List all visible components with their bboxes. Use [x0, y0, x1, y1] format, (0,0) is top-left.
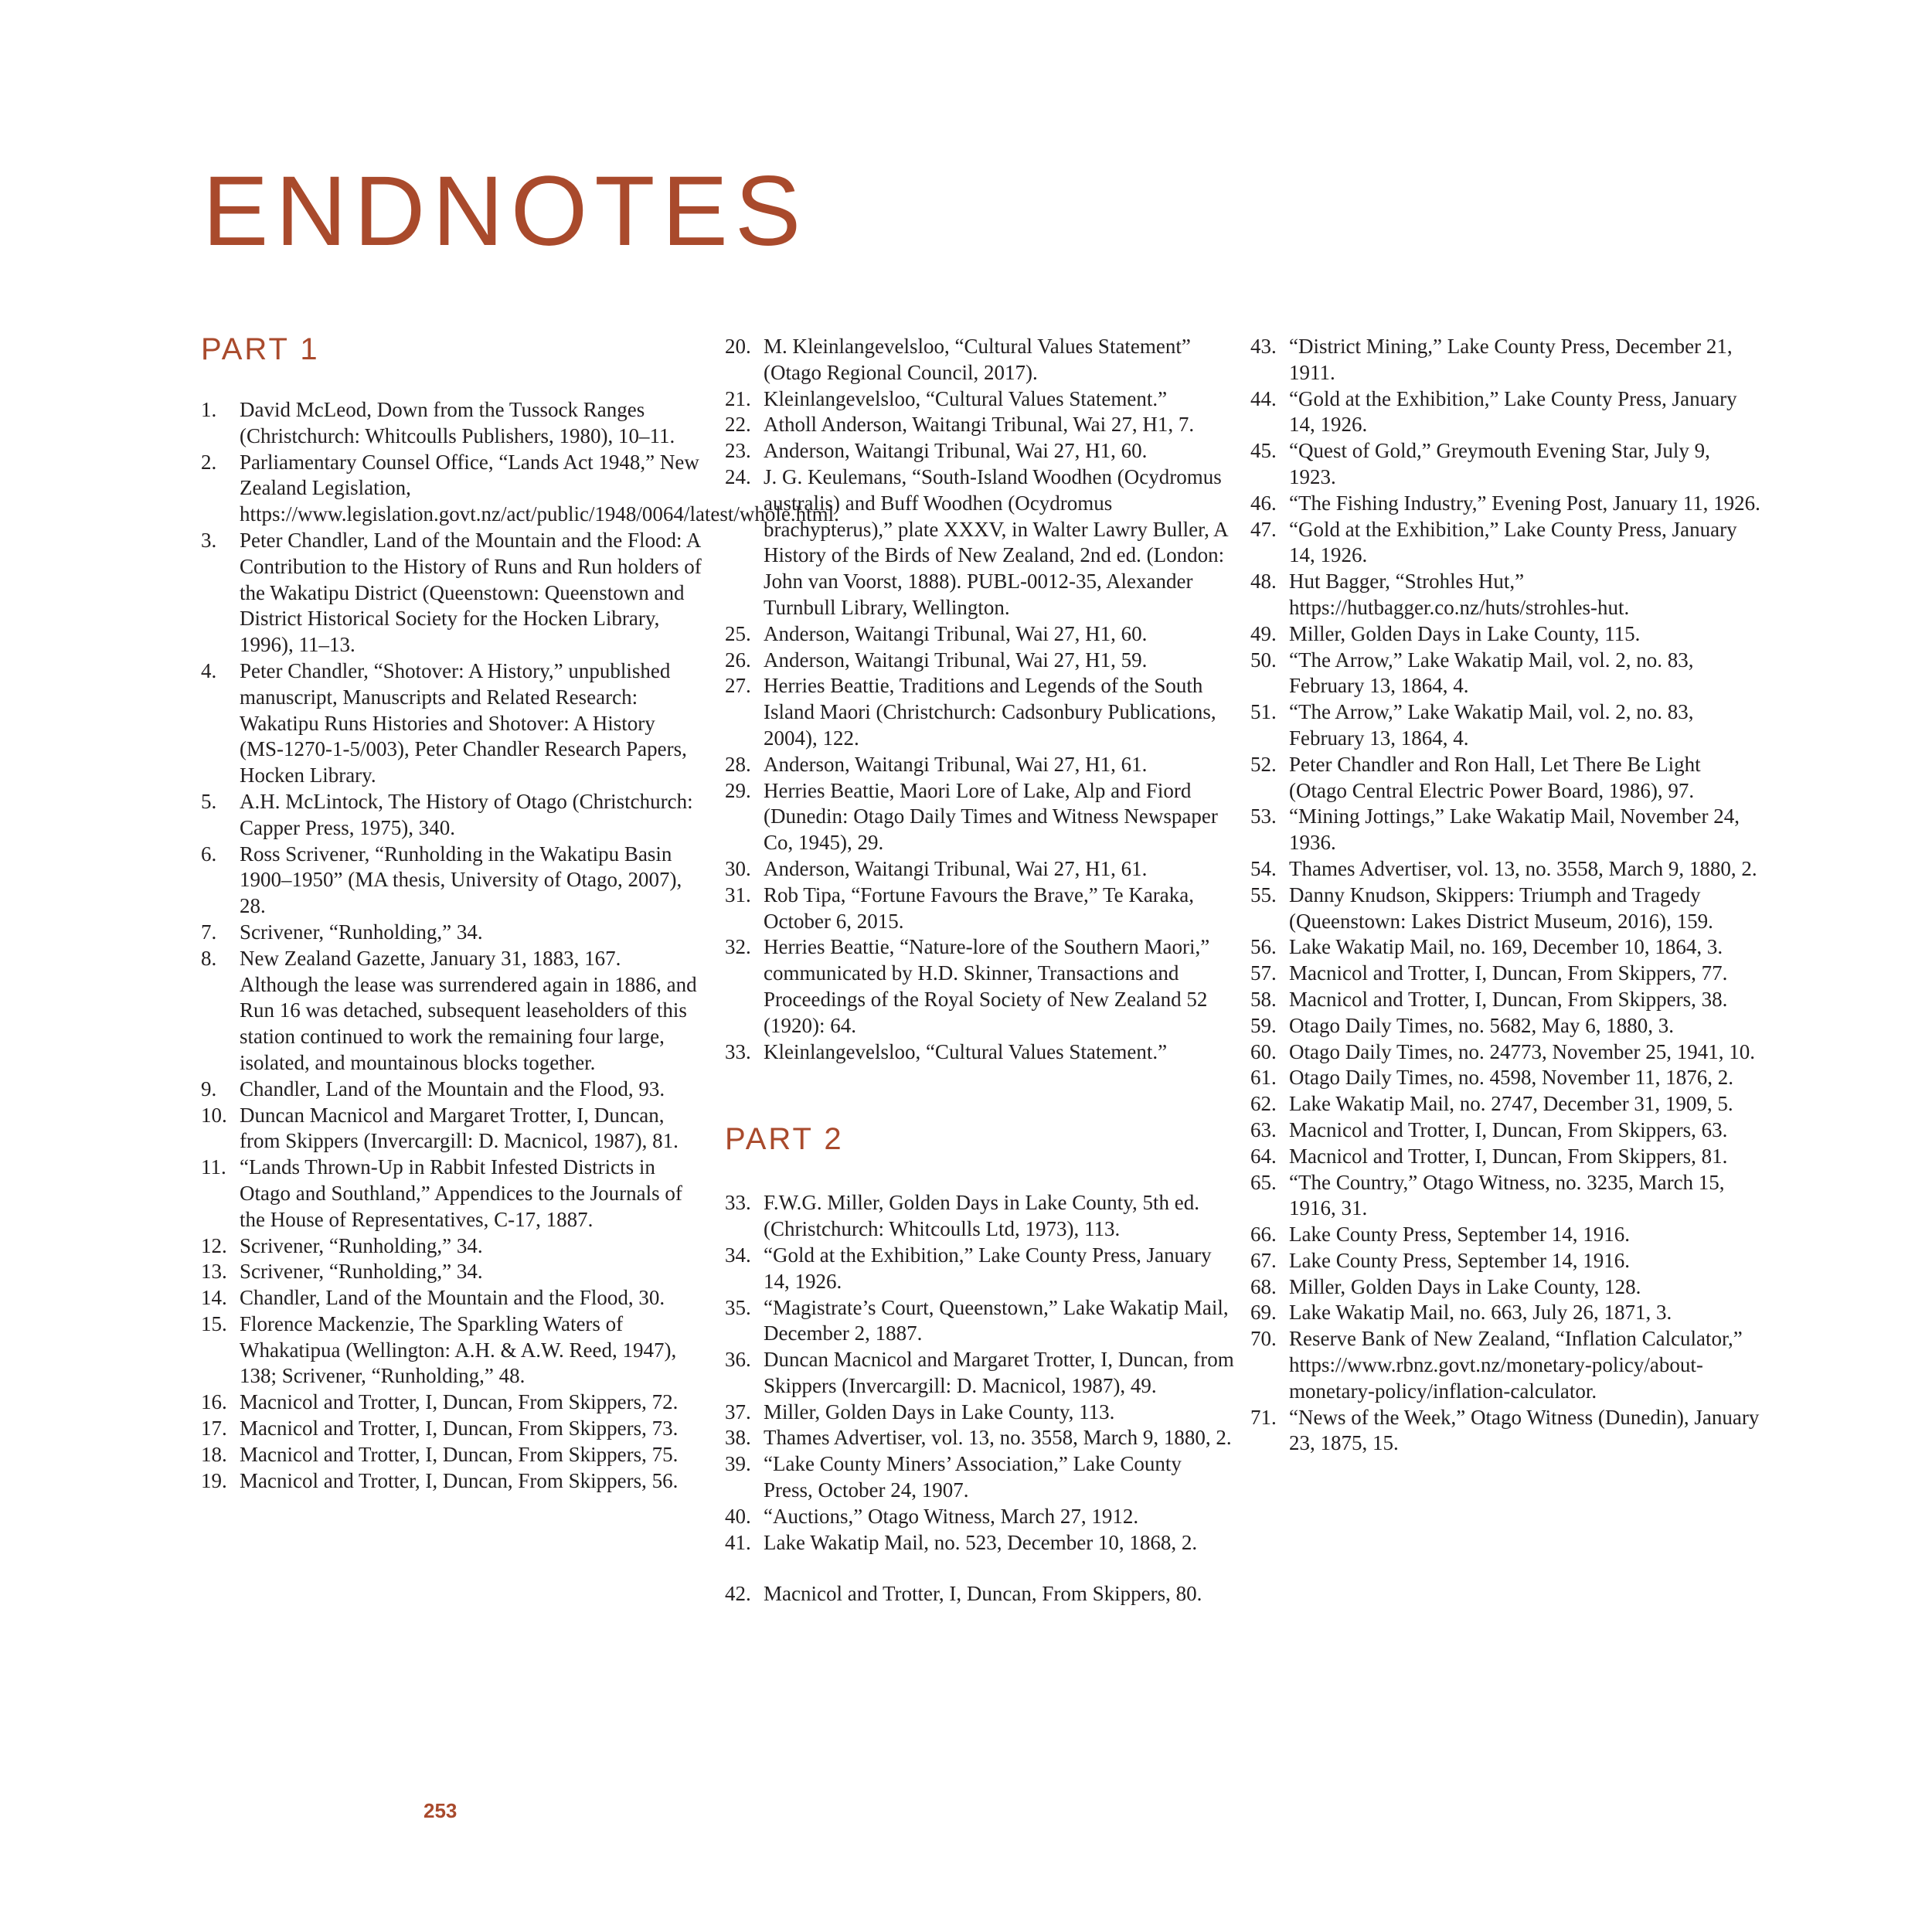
notes-column-2: [725, 334, 1235, 1607]
endnote-text: “The Fishing Industry,” Evening Post, January 11, 1926.: [1289, 491, 1760, 515]
endnote-item: [725, 1295, 1235, 1348]
endnote-text: “The Arrow,” Lake Wakatip Mail, vol. 2, no. 83, February 13, 1864, 4.: [1289, 700, 1694, 750]
endnote-number: 46.: [1250, 491, 1277, 515]
notes-column-3: [1250, 334, 1760, 1457]
endnote-text: Herries Beattie, Maori Lore of Lake, Alp and Fiord (Dunedin: Otago Daily Times and Witness Newspaper Co, 1945), 29.: [764, 778, 1218, 855]
endnote-number: 23.: [725, 439, 751, 463]
endnote-text: Anderson, Waitangi Tribunal, Wai 27, H1, 60.: [764, 439, 1148, 463]
endnote-text: Chandler, Land of the Mountain and the Flood, 93.: [240, 1077, 665, 1100]
endnote-text: Hut Bagger, “Strohles Hut,” https://hutbagger.co.nz/huts/strohles-hut.: [1289, 570, 1630, 619]
endnote-item: [201, 397, 703, 450]
endnote-number: 58.: [1250, 987, 1277, 1011]
endnote-item: [725, 1039, 1235, 1066]
endnote-item: [725, 673, 1235, 751]
endnote-number: 57.: [1250, 961, 1277, 985]
endnote-item: [1250, 699, 1760, 752]
endnote-item: [1250, 1405, 1760, 1458]
endnote-number: 15.: [201, 1311, 227, 1335]
endnote-item: [725, 464, 1235, 621]
page-number: 253: [423, 1799, 457, 1822]
endnote-text: Macnicol and Trotter, I, Duncan, From Skippers, 56.: [240, 1468, 679, 1492]
endnote-number: 59.: [1250, 1013, 1277, 1037]
endnote-item: [725, 438, 1235, 464]
endnote-item: [1250, 1091, 1760, 1117]
endnote-number: 27.: [725, 674, 751, 698]
endnote-number: 41.: [725, 1530, 751, 1554]
endnote-item: [725, 386, 1235, 413]
endnote-item: [1250, 804, 1760, 856]
endnote-text: New Zealand Gazette, January 31, 1883, 167. Although the lease was surrendered again in 1886, and Run 16 was detached, subsequent leaseholders of this station continued to work the remaining four large, isolated, and mountainous blocks together.: [240, 946, 697, 1074]
endnote-item: [201, 1103, 703, 1155]
endnote-item: [725, 1347, 1235, 1400]
endnote-number: 61.: [1250, 1066, 1277, 1090]
endnote-text: Thames Advertiser, vol. 13, no. 3558, March 9, 1880, 2.: [764, 1426, 1232, 1450]
endnote-item: [725, 334, 1235, 386]
endnote-item: [1250, 386, 1760, 439]
endnote-text: Ross Scrivener, “Runholding in the Wakatipu Basin 1900–1950” (MA thesis, University of Otago, 2007), 28.: [240, 842, 682, 918]
endnote-number: 50.: [1250, 648, 1277, 672]
endnote-item: [725, 883, 1235, 935]
endnote-number: 70.: [1250, 1327, 1277, 1351]
endnote-number: 5.: [201, 789, 217, 813]
endnote-text: Lake Wakatip Mail, no. 2747, December 31, 1909, 5.: [1289, 1092, 1733, 1116]
endnote-item: [1250, 438, 1760, 491]
endnote-item: [1250, 334, 1760, 386]
endnote-item: [201, 1285, 703, 1311]
endnote-number: 29.: [725, 778, 751, 802]
endnote-number: 16.: [201, 1390, 227, 1414]
endnote-item: [725, 1451, 1235, 1504]
endnote-number: 71.: [1250, 1405, 1277, 1429]
endnote-number: 9.: [201, 1077, 217, 1100]
endnote-text: Duncan Macnicol and Margaret Trotter, I, Duncan, from Skippers (Invercargill: D. Macnicol, 1987), 49.: [764, 1348, 1234, 1397]
endnote-item: [1250, 648, 1760, 700]
endnote-number: 64.: [1250, 1144, 1277, 1168]
endnote-text: “Quest of Gold,” Greymouth Evening Star, July 9, 1923.: [1289, 439, 1710, 488]
endnote-number: 4.: [201, 658, 217, 682]
endnote-text: Chandler, Land of the Mountain and the Flood, 30.: [240, 1286, 665, 1310]
endnote-number: 67.: [1250, 1248, 1277, 1272]
endnote-text: “The Country,” Otago Witness, no. 3235, March 15, 1916, 31.: [1289, 1170, 1725, 1220]
endnote-number: 62.: [1250, 1092, 1277, 1116]
endnote-number: 36.: [725, 1348, 751, 1372]
endnote-text: Reserve Bank of New Zealand, “Inflation Calculator,” https://www.rbnz.govt.nz/monetary-policy/about-monetary-policy/inflation-calculator.: [1289, 1327, 1743, 1403]
endnote-number: 19.: [201, 1468, 227, 1492]
endnote-item: [1250, 883, 1760, 935]
endnote-item: [1250, 987, 1760, 1013]
endnote-text: A.H. McLintock, The History of Otago (Christchurch: Capper Press, 1975), 340.: [240, 789, 693, 839]
endnote-text: Peter Chandler, Land of the Mountain and the Flood: A Contribution to the History of Runs and Run holders of the Wakatipu District (Queenstown: Queenstown and District Historical Society for the Hocken Library, 1996), 11–13.: [240, 528, 702, 657]
endnote-item: [725, 752, 1235, 778]
endnote-number: 63.: [1250, 1117, 1277, 1141]
page-title: ENDNOTES: [202, 156, 808, 267]
endnote-item: [201, 528, 703, 658]
endnote-text: Peter Chandler, “Shotover: A History,” unpublished manuscript, Manuscripts and Related Research: Wakatipu Runs Histories and Shotover: A History (MS-1270-1-5/003), Peter Chandler Research Papers, Hocken Library.: [240, 658, 687, 787]
endnote-number: 17.: [201, 1417, 227, 1440]
endnote-item: [1250, 961, 1760, 987]
endnote-item: [1250, 1117, 1760, 1144]
endnote-item: [725, 856, 1235, 883]
endnote-text: Macnicol and Trotter, I, Duncan, From Skippers, 73.: [240, 1417, 679, 1440]
endnote-text: Miller, Golden Days in Lake County, 115.: [1289, 621, 1641, 645]
endnote-text: Kleinlangevelsloo, “Cultural Values Statement.”: [764, 386, 1168, 410]
endnote-number: 56.: [1250, 935, 1277, 959]
endnote-item: [1250, 1274, 1760, 1301]
endnote-text: M. Kleinlangevelsloo, “Cultural Values Statement” (Otago Regional Council, 2017).: [764, 335, 1191, 384]
endnote-item: [201, 1416, 703, 1442]
endnote-number: 13.: [201, 1260, 227, 1284]
endnote-text: Parliamentary Counsel Office, “Lands Act 1948,” New Zealand Legislation, https://www.legislation.govt.nz/act/public/1948/0064/latest/whole.html.: [240, 450, 839, 526]
endnote-number: 11.: [201, 1155, 226, 1179]
endnote-text: Duncan Macnicol and Margaret Trotter, I, Duncan, from Skippers (Invercargill: D. Macnicol, 1987), 81.: [240, 1103, 679, 1153]
endnote-number: 49.: [1250, 621, 1277, 645]
endnote-number: 6.: [201, 842, 217, 866]
endnote-text: Lake County Press, September 14, 1916.: [1289, 1223, 1630, 1247]
endnote-item: [725, 1425, 1235, 1451]
endnote-item: [1250, 1039, 1760, 1066]
endnote-text: Otago Daily Times, no. 24773, November 25, 1941, 10.: [1289, 1039, 1755, 1063]
endnote-number: 35.: [725, 1295, 751, 1319]
endnote-item: [1250, 1326, 1760, 1404]
endnote-number: 24.: [725, 464, 751, 488]
endnote-item: [1250, 856, 1760, 883]
endnote-item: [201, 1311, 703, 1389]
endnote-text: Macnicol and Trotter, I, Duncan, From Skippers, 72.: [240, 1390, 679, 1414]
endnote-number: 48.: [1250, 570, 1277, 594]
endnote-number: 1.: [201, 398, 217, 421]
endnote-text: Macnicol and Trotter, I, Duncan, From Skippers, 77.: [1289, 961, 1728, 985]
endnote-text: Lake Wakatip Mail, no. 663, July 26, 1871, 3.: [1289, 1301, 1672, 1325]
endnote-item: [725, 934, 1235, 1039]
endnote-number: 65.: [1250, 1170, 1277, 1194]
endnote-item: [201, 789, 703, 842]
endnote-item: [725, 1400, 1235, 1426]
endnote-item: [1250, 1248, 1760, 1274]
endnote-text: David McLeod, Down from the Tussock Ranges (Christchurch: Whitcoulls Publishers, 1980), 10–11.: [240, 398, 675, 447]
endnote-text: Anderson, Waitangi Tribunal, Wai 27, H1, 61.: [764, 752, 1148, 776]
endnote-item: [1250, 1013, 1760, 1039]
endnote-number: 37.: [725, 1400, 751, 1423]
endnote-number: 12.: [201, 1233, 227, 1257]
endnote-text: Anderson, Waitangi Tribunal, Wai 27, H1, 61.: [764, 856, 1148, 880]
part-2-notes: [725, 1190, 1235, 1607]
endnote-number: 25.: [725, 621, 751, 645]
endnote-item: [1250, 1065, 1760, 1091]
endnote-number: 34.: [725, 1243, 751, 1267]
endnote-text: Lake County Press, September 14, 1916.: [1289, 1248, 1630, 1272]
endnote-item: [1250, 1222, 1760, 1248]
endnote-text: “Gold at the Exhibition,” Lake County Press, January 14, 1926.: [764, 1243, 1212, 1293]
endnote-text: “The Arrow,” Lake Wakatip Mail, vol. 2, no. 83, February 13, 1864, 4.: [1289, 648, 1694, 698]
endnote-item: [725, 1530, 1235, 1556]
endnote-item: [1250, 1144, 1760, 1170]
endnote-item: [1250, 1300, 1760, 1326]
endnote-item: [201, 1259, 703, 1285]
endnote-text: Rob Tipa, “Fortune Favours the Brave,” Te Karaka, October 6, 2015.: [764, 883, 1195, 933]
endnote-item: [725, 621, 1235, 648]
endnote-text: “Magistrate’s Court, Queenstown,” Lake Wakatip Mail, December 2, 1887.: [764, 1295, 1229, 1345]
endnote-number: 43.: [1250, 335, 1277, 358]
endnote-number: 45.: [1250, 439, 1277, 463]
endnote-item: [201, 1442, 703, 1468]
endnote-text: Herries Beattie, “Nature-lore of the Southern Maori,” communicated by H.D. Skinner, Transactions and Proceedings of the Royal Society of New Zealand 52 (1920): 64.: [764, 935, 1210, 1037]
endnote-item: [725, 1190, 1235, 1243]
endnote-number: 30.: [725, 856, 751, 880]
endnote-number: 39.: [725, 1452, 751, 1476]
endnote-number: 54.: [1250, 856, 1277, 880]
endnote-item: [1250, 491, 1760, 517]
endnote-item: [201, 1468, 703, 1495]
endnote-text: “Gold at the Exhibition,” Lake County Press, January 14, 1926.: [1289, 386, 1737, 437]
endnote-number: 18.: [201, 1442, 227, 1466]
endnote-text: “Gold at the Exhibition,” Lake County Press, January 14, 1926.: [1289, 517, 1737, 567]
endnote-text: Otago Daily Times, no. 5682, May 6, 1880, 3.: [1289, 1013, 1675, 1037]
endnote-item: [725, 1504, 1235, 1530]
endnote-number: 44.: [1250, 386, 1277, 410]
endnote-item: [1250, 569, 1760, 621]
endnote-text: Thames Advertiser, vol. 13, no. 3558, March 9, 1880, 2.: [1289, 856, 1757, 880]
part-2-notes-continued: [1250, 334, 1760, 1457]
endnote-item: [201, 1077, 703, 1103]
endnote-text: Peter Chandler and Ron Hall, Let There Be Light (Otago Central Electric Power Board, 1986), 97.: [1289, 752, 1701, 802]
endnote-number: 66.: [1250, 1223, 1277, 1247]
endnote-text: Lake Wakatip Mail, no. 169, December 10, 1864, 3.: [1289, 935, 1723, 959]
part-1-notes-continued: [725, 334, 1235, 1065]
endnote-item: [725, 1581, 1235, 1607]
endnote-number: 60.: [1250, 1039, 1277, 1063]
endnote-text: Macnicol and Trotter, I, Duncan, From Skippers, 63.: [1289, 1117, 1728, 1141]
endnote-item: [1250, 752, 1760, 804]
endnote-text: Otago Daily Times, no. 4598, November 11, 1876, 2.: [1289, 1066, 1733, 1090]
endnote-text: “Lands Thrown-Up in Rabbit Infested Districts in Otago and Southland,” Appendices to the Journals of the House of Representatives, C-17, 1887.: [240, 1155, 682, 1231]
endnote-number: 7.: [201, 920, 217, 944]
endnote-text: Scrivener, “Runholding,” 34.: [240, 1233, 483, 1257]
endnote-number: 55.: [1250, 883, 1277, 906]
endnote-number: 28.: [725, 752, 751, 776]
endnote-text: Anderson, Waitangi Tribunal, Wai 27, H1, 59.: [764, 648, 1148, 672]
endnote-number: 3.: [201, 528, 217, 552]
endnote-item: [725, 1243, 1235, 1295]
endnote-number: 22.: [725, 413, 751, 437]
endnote-number: 8.: [201, 946, 217, 970]
endnote-item: [1250, 934, 1760, 961]
endnote-text: Macnicol and Trotter, I, Duncan, From Skippers, 80.: [764, 1582, 1202, 1606]
endnote-number: 47.: [1250, 517, 1277, 541]
endnote-text: J. G. Keulemans, “South-Island Woodhen (Ocydromus australis) and Buff Woodhen (Ocydromus brachypterus),” plate XXXV, in Walter Lawry Buller, A History of the Birds of New Zealand, 2nd ed. (London: John van Voorst, 1888). PUBL-0012-35, Alexander Turnbull Library, Wellington.: [764, 464, 1228, 619]
endnote-number: 69.: [1250, 1301, 1277, 1325]
endnote-text: “District Mining,” Lake County Press, December 21, 1911.: [1289, 335, 1733, 384]
part-2-heading: PART 2: [725, 1122, 844, 1157]
endnote-text: Miller, Golden Days in Lake County, 128.: [1289, 1274, 1641, 1298]
endnote-text: “News of the Week,” Otago Witness (Dunedin), January 23, 1875, 15.: [1289, 1405, 1760, 1455]
endnote-number: 51.: [1250, 700, 1277, 724]
endnote-item: [201, 946, 703, 1077]
endnote-number: 33.: [725, 1039, 751, 1063]
endnote-number: 38.: [725, 1426, 751, 1450]
endnote-item: [201, 1233, 703, 1260]
endnote-item: [1250, 621, 1760, 648]
endnote-number: 10.: [201, 1103, 227, 1127]
endnote-text: Lake Wakatip Mail, no. 523, December 10, 1868, 2.: [764, 1530, 1198, 1554]
endnote-item: [725, 778, 1235, 856]
endnote-text: “Lake County Miners’ Association,” Lake County Press, October 24, 1907.: [764, 1452, 1182, 1502]
endnote-text: Scrivener, “Runholding,” 34.: [240, 1260, 483, 1284]
endnote-item: [1250, 517, 1760, 570]
endnote-text: Macnicol and Trotter, I, Duncan, From Skippers, 75.: [240, 1442, 679, 1466]
endnote-item: [201, 842, 703, 920]
endnote-number: 52.: [1250, 752, 1277, 776]
part-1-heading: PART 1: [201, 332, 320, 366]
endnote-item: [201, 1389, 703, 1416]
endnote-number: 32.: [725, 935, 751, 959]
endnote-number: 40.: [725, 1504, 751, 1528]
endnote-item: [201, 1155, 703, 1233]
endnote-text: Macnicol and Trotter, I, Duncan, From Skippers, 38.: [1289, 987, 1728, 1011]
endnote-number: 68.: [1250, 1274, 1277, 1298]
endnote-text: Scrivener, “Runholding,” 34.: [240, 920, 483, 944]
endnote-text: “Mining Jottings,” Lake Wakatip Mail, November 24, 1936.: [1289, 804, 1740, 855]
endnote-number: 33.: [725, 1191, 751, 1215]
endnote-number: 21.: [725, 386, 751, 410]
endnote-number: 20.: [725, 335, 751, 358]
endnote-text: Danny Knudson, Skippers: Triumph and Tragedy (Queenstown: Lakes District Museum, 2016), 159.: [1289, 883, 1713, 933]
endnote-text: Florence Mackenzie, The Sparkling Waters of Whakatipua (Wellington: A.H. & A.W. Reed, 1947), 138; Scrivener, “Runholding,” 48.: [240, 1311, 677, 1388]
endnote-item: [201, 920, 703, 946]
endnote-number: 2.: [201, 450, 217, 474]
endnote-text: Atholl Anderson, Waitangi Tribunal, Wai 27, H1, 7.: [764, 413, 1195, 437]
endnote-number: 53.: [1250, 804, 1277, 828]
endnote-text: Macnicol and Trotter, I, Duncan, From Skippers, 81.: [1289, 1144, 1728, 1168]
endnote-text: “Auctions,” Otago Witness, March 27, 1912.: [764, 1504, 1139, 1528]
endnote-item: [725, 412, 1235, 438]
endnote-text: F.W.G. Miller, Golden Days in Lake County, 5th ed. (Christchurch: Whitcoulls Ltd, 1973), 113.: [764, 1191, 1199, 1241]
endnote-number: 31.: [725, 883, 751, 906]
endnote-number: 26.: [725, 648, 751, 672]
endnote-text: Anderson, Waitangi Tribunal, Wai 27, H1, 60.: [764, 621, 1148, 645]
endnote-text: Kleinlangevelsloo, “Cultural Values Statement.”: [764, 1039, 1168, 1063]
endnote-item: [725, 648, 1235, 674]
endnote-item: [1250, 1170, 1760, 1223]
endnote-number: 14.: [201, 1286, 227, 1310]
endnote-text: Herries Beattie, Traditions and Legends of the South Island Maori (Christchurch: Cadsonbury Publications, 2004), 122.: [764, 674, 1216, 750]
endnote-item: [201, 658, 703, 789]
endnote-number: 42.: [725, 1582, 751, 1606]
endnote-text: Miller, Golden Days in Lake County, 113.: [764, 1400, 1115, 1423]
